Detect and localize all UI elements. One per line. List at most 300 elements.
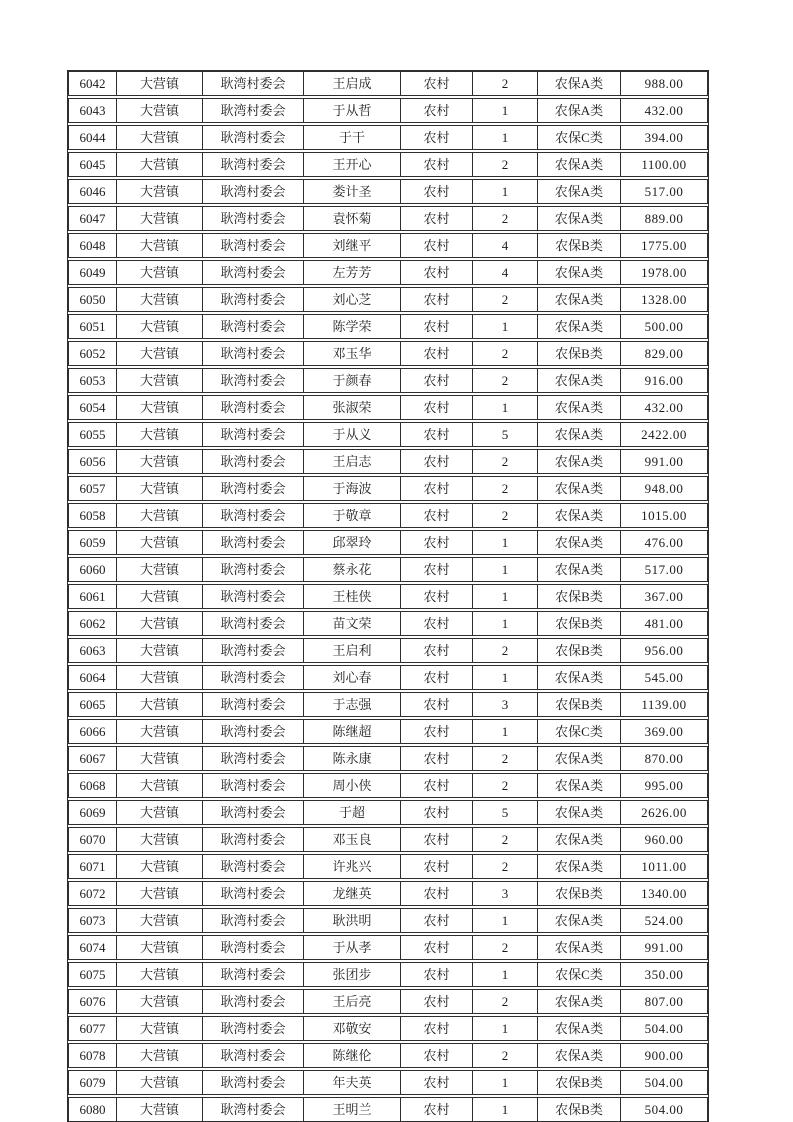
cell-amount: 1011.00 (641, 859, 687, 874)
cell-person-name: 陈继超 (304, 720, 401, 743)
cell-record-id: 6075 (69, 963, 117, 986)
cell-person-name: 刘继平 (304, 234, 401, 257)
cell-village-committee: 耿湾村委会 (203, 990, 304, 1013)
cell-insurance-category: 农保A类 (538, 801, 621, 824)
cell-insurance-category: 农保A类 (538, 423, 621, 446)
cell-insurance-category: 农保A类 (538, 558, 621, 581)
cell-town: 大营镇 (117, 72, 203, 95)
cell-insurance-category: 农保B类 (538, 612, 621, 635)
cell-village-committee: 耿湾村委会 (203, 288, 304, 311)
table-row (68, 368, 708, 393)
cell-person-count: 2 (473, 207, 538, 230)
cell-record-id: 6051 (69, 315, 117, 338)
cell-amount: 367.00 (644, 589, 684, 604)
cell-town: 大营镇 (117, 342, 203, 365)
cell-village-committee: 耿湾村委会 (203, 72, 304, 95)
table-row (68, 989, 708, 1014)
cell-amount: 517.00 (644, 184, 684, 199)
cell-town: 大营镇 (117, 288, 203, 311)
cell-insurance-category: 农保A类 (538, 72, 621, 95)
table-row (68, 476, 708, 501)
cell-insurance-category: 农保A类 (538, 936, 621, 959)
cell-village-committee: 耿湾村委会 (203, 207, 304, 230)
cell-person-name: 左芳芳 (304, 261, 401, 284)
cell-person-name: 邱翠玲 (304, 531, 401, 554)
cell-person-name: 于从义 (304, 423, 401, 446)
cell-residence-type: 农村 (401, 1017, 473, 1040)
cell-person-name: 王桂侠 (304, 585, 401, 608)
cell-town: 大营镇 (117, 99, 203, 122)
cell-village-committee: 耿湾村委会 (203, 234, 304, 257)
cell-person-count: 2 (473, 639, 538, 662)
cell-residence-type: 农村 (401, 639, 473, 662)
cell-residence-type: 农村 (401, 963, 473, 986)
cell-person-name: 蔡永花 (304, 558, 401, 581)
cell-record-id: 6072 (69, 882, 117, 905)
cell-amount: 988.00 (644, 76, 684, 91)
cell-record-id: 6080 (69, 1098, 117, 1121)
cell-record-id: 6077 (69, 1017, 117, 1040)
cell-village-committee: 耿湾村委会 (203, 774, 304, 797)
cell-person-count: 3 (473, 693, 538, 716)
cell-record-id: 6073 (69, 909, 117, 932)
cell-town: 大营镇 (117, 1071, 203, 1094)
table-row (68, 881, 708, 906)
cell-insurance-category: 农保A类 (538, 477, 621, 500)
cell-village-committee: 耿湾村委会 (203, 504, 304, 527)
cell-person-name: 王明兰 (304, 1098, 401, 1121)
table-row (68, 530, 708, 555)
cell-residence-type: 农村 (401, 909, 473, 932)
cell-town: 大营镇 (117, 1098, 203, 1121)
table-row (68, 827, 708, 852)
cell-residence-type: 农村 (401, 153, 473, 176)
cell-insurance-category: 农保B类 (538, 1098, 621, 1121)
cell-residence-type: 农村 (401, 450, 473, 473)
cell-amount: 1015.00 (641, 508, 687, 523)
cell-person-name: 邓玉华 (304, 342, 401, 365)
cell-town: 大营镇 (117, 180, 203, 203)
cell-person-count: 2 (473, 72, 538, 95)
cell-person-name: 张淑荣 (304, 396, 401, 419)
cell-insurance-category: 农保A类 (538, 180, 621, 203)
cell-town: 大营镇 (117, 720, 203, 743)
cell-record-id: 6044 (69, 126, 117, 149)
cell-record-id: 6054 (69, 396, 117, 419)
table-row (68, 854, 708, 879)
cell-person-count: 1 (473, 612, 538, 635)
cell-person-count: 2 (473, 288, 538, 311)
cell-residence-type: 农村 (401, 99, 473, 122)
cell-insurance-category: 农保A类 (538, 207, 621, 230)
cell-person-name: 于海波 (304, 477, 401, 500)
cell-village-committee: 耿湾村委会 (203, 666, 304, 689)
cell-village-committee: 耿湾村委会 (203, 855, 304, 878)
table-row (68, 206, 708, 231)
cell-record-id: 6062 (69, 612, 117, 635)
cell-village-committee: 耿湾村委会 (203, 126, 304, 149)
cell-town: 大营镇 (117, 963, 203, 986)
cell-residence-type: 农村 (401, 801, 473, 824)
cell-amount: 500.00 (644, 319, 684, 334)
cell-village-committee: 耿湾村委会 (203, 99, 304, 122)
cell-amount: 807.00 (644, 994, 684, 1009)
cell-residence-type: 农村 (401, 855, 473, 878)
cell-village-committee: 耿湾村委会 (203, 369, 304, 392)
cell-residence-type: 农村 (401, 612, 473, 635)
cell-town: 大营镇 (117, 153, 203, 176)
cell-person-count: 2 (473, 369, 538, 392)
cell-amount: 545.00 (644, 670, 684, 685)
cell-person-name: 王启志 (304, 450, 401, 473)
cell-person-name: 于干 (304, 126, 401, 149)
cell-amount: 1100.00 (641, 157, 687, 172)
cell-village-committee: 耿湾村委会 (203, 342, 304, 365)
cell-town: 大营镇 (117, 558, 203, 581)
cell-village-committee: 耿湾村委会 (203, 801, 304, 824)
cell-record-id: 6042 (69, 72, 117, 95)
cell-village-committee: 耿湾村委会 (203, 882, 304, 905)
cell-residence-type: 农村 (401, 585, 473, 608)
cell-residence-type: 农村 (401, 1098, 473, 1121)
cell-residence-type: 农村 (401, 288, 473, 311)
cell-person-name: 王后亮 (304, 990, 401, 1013)
cell-village-committee: 耿湾村委会 (203, 396, 304, 419)
cell-record-id: 6067 (69, 747, 117, 770)
cell-village-committee: 耿湾村委会 (203, 423, 304, 446)
cell-person-count: 5 (473, 423, 538, 446)
cell-insurance-category: 农保B类 (538, 585, 621, 608)
cell-residence-type: 农村 (401, 342, 473, 365)
cell-residence-type: 农村 (401, 882, 473, 905)
cell-town: 大营镇 (117, 504, 203, 527)
table-row (68, 800, 708, 825)
cell-town: 大营镇 (117, 747, 203, 770)
cell-amount: 1340.00 (641, 886, 687, 901)
cell-amount: 870.00 (644, 751, 684, 766)
cell-person-count: 2 (473, 504, 538, 527)
cell-amount: 916.00 (644, 373, 684, 388)
table-row (68, 638, 708, 663)
cell-person-count: 1 (473, 1017, 538, 1040)
cell-amount: 394.00 (644, 130, 684, 145)
cell-amount: 991.00 (644, 940, 684, 955)
table-row (68, 71, 708, 96)
cell-person-name: 王启成 (304, 72, 401, 95)
cell-person-count: 1 (473, 909, 538, 932)
cell-amount: 829.00 (644, 346, 684, 361)
cell-amount: 1775.00 (641, 238, 687, 253)
cell-insurance-category: 农保B类 (538, 234, 621, 257)
cell-person-count: 2 (473, 342, 538, 365)
cell-record-id: 6046 (69, 180, 117, 203)
cell-record-id: 6058 (69, 504, 117, 527)
cell-amount: 956.00 (644, 643, 684, 658)
cell-town: 大营镇 (117, 126, 203, 149)
cell-insurance-category: 农保A类 (538, 504, 621, 527)
cell-village-committee: 耿湾村委会 (203, 612, 304, 635)
cell-insurance-category: 农保A类 (538, 774, 621, 797)
cell-amount: 504.00 (644, 1102, 684, 1117)
cell-village-committee: 耿湾村委会 (203, 180, 304, 203)
cell-town: 大营镇 (117, 234, 203, 257)
cell-person-name: 于从哲 (304, 99, 401, 122)
table-row (68, 125, 708, 150)
cell-record-id: 6057 (69, 477, 117, 500)
cell-amount: 432.00 (644, 400, 684, 415)
cell-insurance-category: 农保C类 (538, 720, 621, 743)
cell-record-id: 6070 (69, 828, 117, 851)
table-row (68, 908, 708, 933)
cell-person-name: 陈继伦 (304, 1044, 401, 1067)
cell-village-committee: 耿湾村委会 (203, 747, 304, 770)
cell-record-id: 6047 (69, 207, 117, 230)
cell-record-id: 6063 (69, 639, 117, 662)
cell-person-name: 于志强 (304, 693, 401, 716)
cell-insurance-category: 农保A类 (538, 450, 621, 473)
table-row (68, 557, 708, 582)
cell-record-id: 6055 (69, 423, 117, 446)
cell-record-id: 6076 (69, 990, 117, 1013)
cell-person-name: 陈永康 (304, 747, 401, 770)
cell-residence-type: 农村 (401, 531, 473, 554)
cell-person-count: 2 (473, 936, 538, 959)
table-row (68, 935, 708, 960)
cell-residence-type: 农村 (401, 558, 473, 581)
cell-insurance-category: 农保A类 (538, 747, 621, 770)
cell-person-count: 2 (473, 477, 538, 500)
cell-person-name: 娄计圣 (304, 180, 401, 203)
table-row (68, 665, 708, 690)
cell-insurance-category: 农保A类 (538, 315, 621, 338)
cell-amount: 504.00 (644, 1021, 684, 1036)
cell-person-count: 1 (473, 126, 538, 149)
cell-residence-type: 农村 (401, 207, 473, 230)
cell-person-count: 1 (473, 963, 538, 986)
cell-insurance-category: 农保A类 (538, 990, 621, 1013)
cell-village-committee: 耿湾村委会 (203, 585, 304, 608)
cell-record-id: 6043 (69, 99, 117, 122)
cell-village-committee: 耿湾村委会 (203, 963, 304, 986)
cell-village-committee: 耿湾村委会 (203, 558, 304, 581)
cell-village-committee: 耿湾村委会 (203, 153, 304, 176)
cell-amount: 991.00 (644, 454, 684, 469)
cell-residence-type: 农村 (401, 693, 473, 716)
cell-residence-type: 农村 (401, 261, 473, 284)
cell-village-committee: 耿湾村委会 (203, 1017, 304, 1040)
cell-residence-type: 农村 (401, 72, 473, 95)
cell-village-committee: 耿湾村委会 (203, 720, 304, 743)
cell-person-count: 2 (473, 855, 538, 878)
cell-residence-type: 农村 (401, 1071, 473, 1094)
cell-record-id: 6059 (69, 531, 117, 554)
cell-village-committee: 耿湾村委会 (203, 909, 304, 932)
cell-insurance-category: 农保A类 (538, 396, 621, 419)
cell-record-id: 6064 (69, 666, 117, 689)
table-row (68, 287, 708, 312)
cell-person-name: 许兆兴 (304, 855, 401, 878)
cell-insurance-category: 农保C类 (538, 126, 621, 149)
table-row (68, 422, 708, 447)
cell-town: 大营镇 (117, 531, 203, 554)
cell-residence-type: 农村 (401, 720, 473, 743)
cell-person-count: 2 (473, 747, 538, 770)
table-row (68, 584, 708, 609)
table-row (68, 233, 708, 258)
cell-insurance-category: 农保A类 (538, 261, 621, 284)
cell-person-name: 王开心 (304, 153, 401, 176)
cell-town: 大营镇 (117, 261, 203, 284)
table-row (68, 746, 708, 771)
cell-village-committee: 耿湾村委会 (203, 261, 304, 284)
cell-town: 大营镇 (117, 666, 203, 689)
cell-village-committee: 耿湾村委会 (203, 639, 304, 662)
cell-town: 大营镇 (117, 315, 203, 338)
cell-amount: 900.00 (644, 1048, 684, 1063)
cell-town: 大营镇 (117, 828, 203, 851)
cell-insurance-category: 农保A类 (538, 1044, 621, 1067)
cell-residence-type: 农村 (401, 747, 473, 770)
cell-person-name: 龙继英 (304, 882, 401, 905)
cell-town: 大营镇 (117, 909, 203, 932)
cell-record-id: 6045 (69, 153, 117, 176)
cell-amount: 476.00 (644, 535, 684, 550)
cell-record-id: 6061 (69, 585, 117, 608)
cell-town: 大营镇 (117, 882, 203, 905)
cell-record-id: 6065 (69, 693, 117, 716)
cell-amount: 524.00 (644, 913, 684, 928)
cell-record-id: 6056 (69, 450, 117, 473)
cell-residence-type: 农村 (401, 477, 473, 500)
cell-person-name: 王启利 (304, 639, 401, 662)
cell-person-count: 4 (473, 261, 538, 284)
cell-person-name: 袁怀菊 (304, 207, 401, 230)
cell-person-count: 2 (473, 828, 538, 851)
cell-village-committee: 耿湾村委会 (203, 315, 304, 338)
cell-village-committee: 耿湾村委会 (203, 828, 304, 851)
cell-town: 大营镇 (117, 450, 203, 473)
cell-person-count: 1 (473, 666, 538, 689)
table-row (68, 1097, 708, 1122)
cell-person-name: 刘心春 (304, 666, 401, 689)
cell-insurance-category: 农保A类 (538, 531, 621, 554)
table-row (68, 395, 708, 420)
cell-insurance-category: 农保A类 (538, 1017, 621, 1040)
cell-record-id: 6066 (69, 720, 117, 743)
cell-person-name: 刘心芝 (304, 288, 401, 311)
cell-amount: 995.00 (644, 778, 684, 793)
cell-person-count: 1 (473, 585, 538, 608)
cell-person-name: 于超 (304, 801, 401, 824)
table-row (68, 503, 708, 528)
cell-insurance-category: 农保B类 (538, 1071, 621, 1094)
cell-town: 大营镇 (117, 801, 203, 824)
table-row (68, 314, 708, 339)
cell-residence-type: 农村 (401, 180, 473, 203)
cell-amount: 889.00 (644, 211, 684, 226)
cell-person-name: 邓玉良 (304, 828, 401, 851)
cell-record-id: 6052 (69, 342, 117, 365)
table-row (68, 341, 708, 366)
cell-person-name: 张团步 (304, 963, 401, 986)
cell-village-committee: 耿湾村委会 (203, 531, 304, 554)
cell-town: 大营镇 (117, 207, 203, 230)
cell-insurance-category: 农保A类 (538, 828, 621, 851)
cell-amount: 504.00 (644, 1075, 684, 1090)
cell-insurance-category: 农保C类 (538, 963, 621, 986)
cell-village-committee: 耿湾村委会 (203, 477, 304, 500)
cell-town: 大营镇 (117, 936, 203, 959)
cell-amount: 960.00 (644, 832, 684, 847)
table-row (68, 1016, 708, 1041)
cell-amount: 1139.00 (641, 697, 687, 712)
cell-village-committee: 耿湾村委会 (203, 693, 304, 716)
cell-record-id: 6049 (69, 261, 117, 284)
cell-town: 大营镇 (117, 990, 203, 1013)
cell-insurance-category: 农保B类 (538, 639, 621, 662)
cell-insurance-category: 农保A类 (538, 369, 621, 392)
cell-person-count: 1 (473, 396, 538, 419)
cell-amount: 1328.00 (641, 292, 687, 307)
table-row (68, 611, 708, 636)
cell-town: 大营镇 (117, 1017, 203, 1040)
cell-amount: 2422.00 (641, 427, 687, 442)
cell-person-count: 1 (473, 720, 538, 743)
cell-record-id: 6060 (69, 558, 117, 581)
cell-insurance-category: 农保B类 (538, 882, 621, 905)
cell-person-name: 于从孝 (304, 936, 401, 959)
cell-town: 大营镇 (117, 612, 203, 635)
cell-residence-type: 农村 (401, 1044, 473, 1067)
cell-person-count: 2 (473, 990, 538, 1013)
cell-person-count: 3 (473, 882, 538, 905)
cell-town: 大营镇 (117, 1044, 203, 1067)
cell-residence-type: 农村 (401, 504, 473, 527)
cell-person-name: 于颜春 (304, 369, 401, 392)
table-row (68, 719, 708, 744)
cell-person-count: 1 (473, 315, 538, 338)
cell-record-id: 6071 (69, 855, 117, 878)
cell-insurance-category: 农保A类 (538, 288, 621, 311)
cell-person-count: 4 (473, 234, 538, 257)
cell-amount: 948.00 (644, 481, 684, 496)
cell-town: 大营镇 (117, 477, 203, 500)
cell-residence-type: 农村 (401, 315, 473, 338)
cell-residence-type: 农村 (401, 666, 473, 689)
cell-person-name: 陈学荣 (304, 315, 401, 338)
cell-person-name: 苗文荣 (304, 612, 401, 635)
table-row (68, 179, 708, 204)
cell-town: 大营镇 (117, 396, 203, 419)
cell-residence-type: 农村 (401, 396, 473, 419)
cell-insurance-category: 农保A类 (538, 666, 621, 689)
cell-insurance-category: 农保A类 (538, 855, 621, 878)
cell-person-count: 2 (473, 450, 538, 473)
table-row (68, 98, 708, 123)
cell-insurance-category: 农保A类 (538, 99, 621, 122)
cell-residence-type: 农村 (401, 126, 473, 149)
cell-town: 大营镇 (117, 774, 203, 797)
cell-person-name: 于敬章 (304, 504, 401, 527)
records-table (67, 70, 709, 1122)
cell-village-committee: 耿湾村委会 (203, 936, 304, 959)
cell-amount: 517.00 (644, 562, 684, 577)
cell-record-id: 6074 (69, 936, 117, 959)
cell-record-id: 6050 (69, 288, 117, 311)
cell-residence-type: 农村 (401, 423, 473, 446)
table-row (68, 962, 708, 987)
table-row (68, 260, 708, 285)
